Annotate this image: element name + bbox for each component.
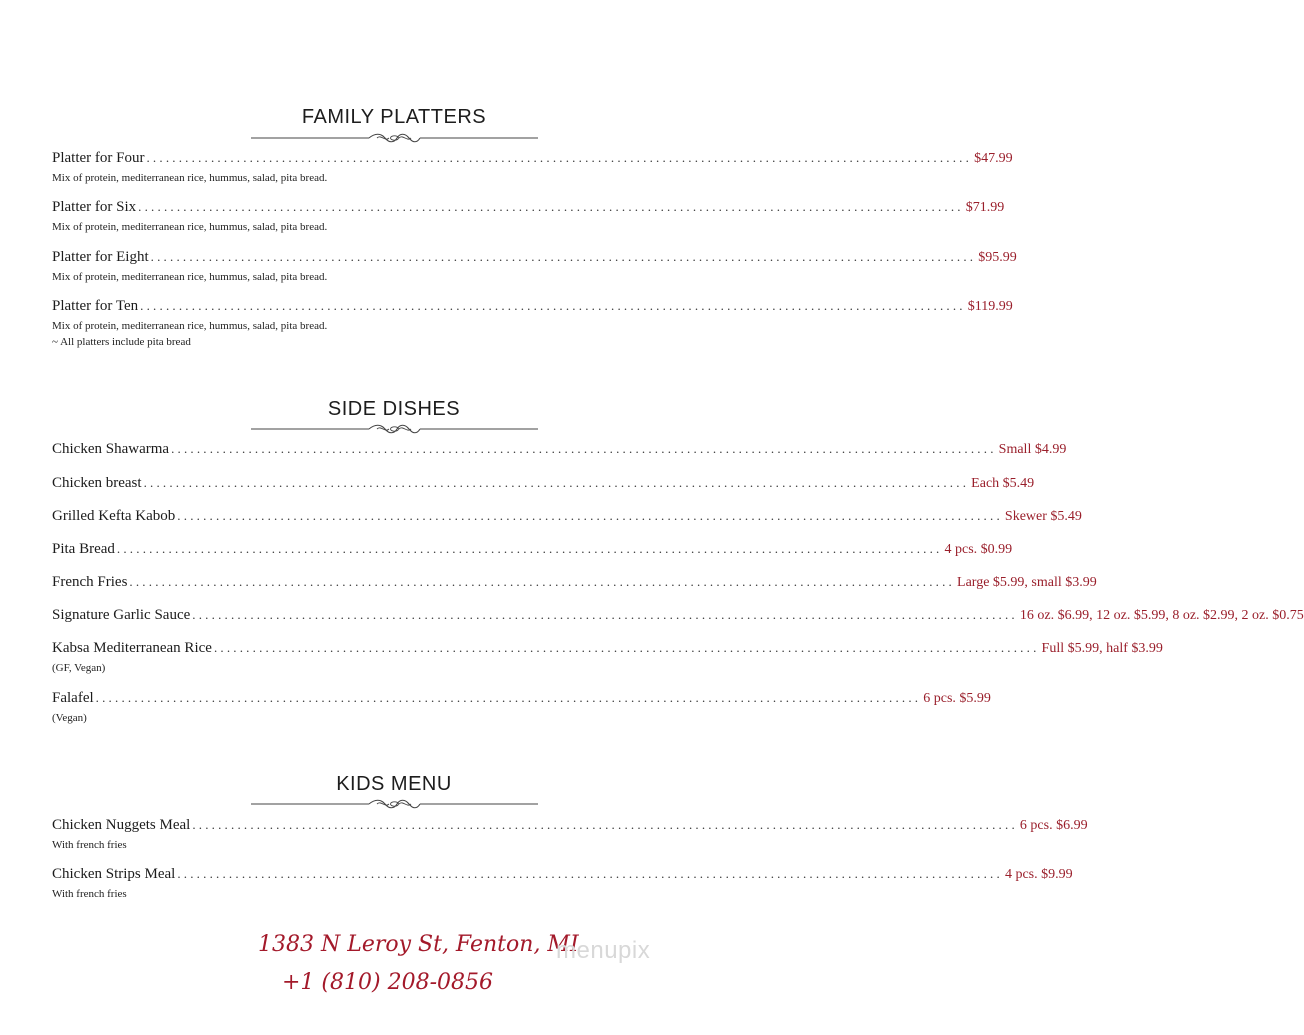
item-name: Chicken breast xyxy=(52,475,142,491)
menu-item: French Fries ................................................................................................................................ Large $5.99, small $3.99 xyxy=(52,574,1097,590)
section-title-kids-menu: KIDS MENU xyxy=(336,773,452,795)
item-price: 4 pcs. $0.99 xyxy=(944,542,1013,557)
item-name: Signature Garlic Sauce xyxy=(52,607,191,623)
item-name: Chicken Strips Meal xyxy=(52,866,176,882)
item-name: Platter for Six xyxy=(52,199,137,215)
watermark: menupix xyxy=(556,937,651,964)
item-price: $47.99 xyxy=(974,151,1013,166)
item-price: 6 pcs. $5.99 xyxy=(923,691,991,706)
item-name: Kabsa Mediterranean Rice xyxy=(52,640,212,656)
menu-item: Grilled Kefta Kabob ................................................................................................................................ Skewer $5.49 xyxy=(52,508,1082,524)
item-name: Chicken Shawarma xyxy=(52,441,170,457)
menu-item: Chicken breast ................................................................................................................................ Each $5.49 xyxy=(52,475,1035,491)
item-price: 6 pcs. $6.99 xyxy=(1019,818,1088,833)
item-price: 4 pcs. $9.99 xyxy=(1004,867,1073,882)
item-price: $119.99 xyxy=(967,299,1013,314)
item-price: Large $5.99, small $3.99 xyxy=(957,575,1097,590)
menu-item: Chicken Strips Meal ................................................................................................................................ 4 pcs. $9.99 With french fries xyxy=(52,866,1073,900)
menu-item: Platter for Four ................................................................................................................................ $47.99 Mix of protein, mediterranean rice, hummus, salad, pita bread. xyxy=(52,150,1013,184)
item-name: Falafel xyxy=(52,690,94,706)
menu-item: Platter for Eight ................................................................................................................................ $95.99 Mix of protein, mediterranean rice, hummus, salad, pita bread. xyxy=(52,249,1017,283)
item-description: With french fries xyxy=(52,888,127,900)
item-price: Small $4.99 xyxy=(998,442,1067,457)
menu-item: Chicken Shawarma ................................................................................................................................ Small $4.99 xyxy=(52,441,1067,457)
item-name: Platter for Ten xyxy=(52,298,139,314)
footer-phone: +1 (810) 208-0856 xyxy=(282,970,493,995)
menu-item: Chicken Nuggets Meal ................................................................................................................................ 6 pcs. $6.99 With french fries xyxy=(52,817,1088,851)
item-price: Skewer $5.49 xyxy=(1004,509,1082,524)
section-title-side-dishes: SIDE DISHES xyxy=(327,398,461,420)
divider-ornament-icon xyxy=(251,422,538,436)
item-name: Grilled Kefta Kabob xyxy=(52,508,176,524)
item-name: Platter for Eight xyxy=(52,249,149,265)
section-title-family-platters: FAMILY PLATTERS xyxy=(301,106,487,128)
menu-item: Signature Garlic Sauce ................................................................................................................................ 16 oz. $6.99, 12 oz. $5.99, 8 oz. $2.99, 2 oz. $0.75 xyxy=(52,607,1304,623)
item-description: With french fries xyxy=(52,839,127,851)
item-price: Each $5.49 xyxy=(971,476,1035,491)
menu-item: Pita Bread ................................................................................................................................ 4 pcs. $0.99 xyxy=(52,541,1013,557)
divider-ornament-icon xyxy=(251,797,538,811)
footer-address: 1383 N Leroy St, Fenton, MI xyxy=(258,932,579,957)
item-description: (Vegan) xyxy=(52,712,87,724)
item-description: Mix of protein, mediterranean rice, hummus, salad, pita bread. xyxy=(52,271,328,283)
item-name: Platter for Four xyxy=(52,150,145,166)
item-price: 16 oz. $6.99, 12 oz. $5.99, 8 oz. $2.99, 2 oz. $0.75 xyxy=(1019,608,1304,623)
item-description: Mix of protein, mediterranean rice, hummus, salad, pita bread. xyxy=(52,221,328,233)
divider-ornament-icon xyxy=(251,131,538,145)
item-name: Chicken Nuggets Meal xyxy=(52,817,191,833)
menu-item: Platter for Six ................................................................................................................................ $71.99 Mix of protein, mediterranean rice, hummus, salad, pita bread. xyxy=(52,199,1005,233)
platters-note: ~ All platters include pita bread xyxy=(52,336,191,348)
menu-item: Falafel ................................................................................................................................ 6 pcs. $5.99 (Vegan) xyxy=(52,690,991,724)
item-description: Mix of protein, mediterranean rice, hummus, salad, pita bread. xyxy=(52,320,328,332)
menu-item: Kabsa Mediterranean Rice ................................................................................................................................ Full $5.99, half $3.99 (GF, Vegan) xyxy=(52,640,1163,674)
item-price: $95.99 xyxy=(978,250,1017,265)
item-price: $71.99 xyxy=(965,200,1005,215)
item-price: Full $5.99, half $3.99 xyxy=(1041,641,1163,656)
item-description: Mix of protein, mediterranean rice, hummus, salad, pita bread. xyxy=(52,172,328,184)
item-name: Pita Bread xyxy=(52,541,115,557)
item-description: (GF, Vegan) xyxy=(52,662,106,674)
item-name: French Fries xyxy=(52,574,128,590)
menu-item: Platter for Ten ................................................................................................................................ $119.99 Mix of protein, mediterranean rice, hummus, salad, pita bread. ~ All platters include pita bread xyxy=(52,298,1013,348)
